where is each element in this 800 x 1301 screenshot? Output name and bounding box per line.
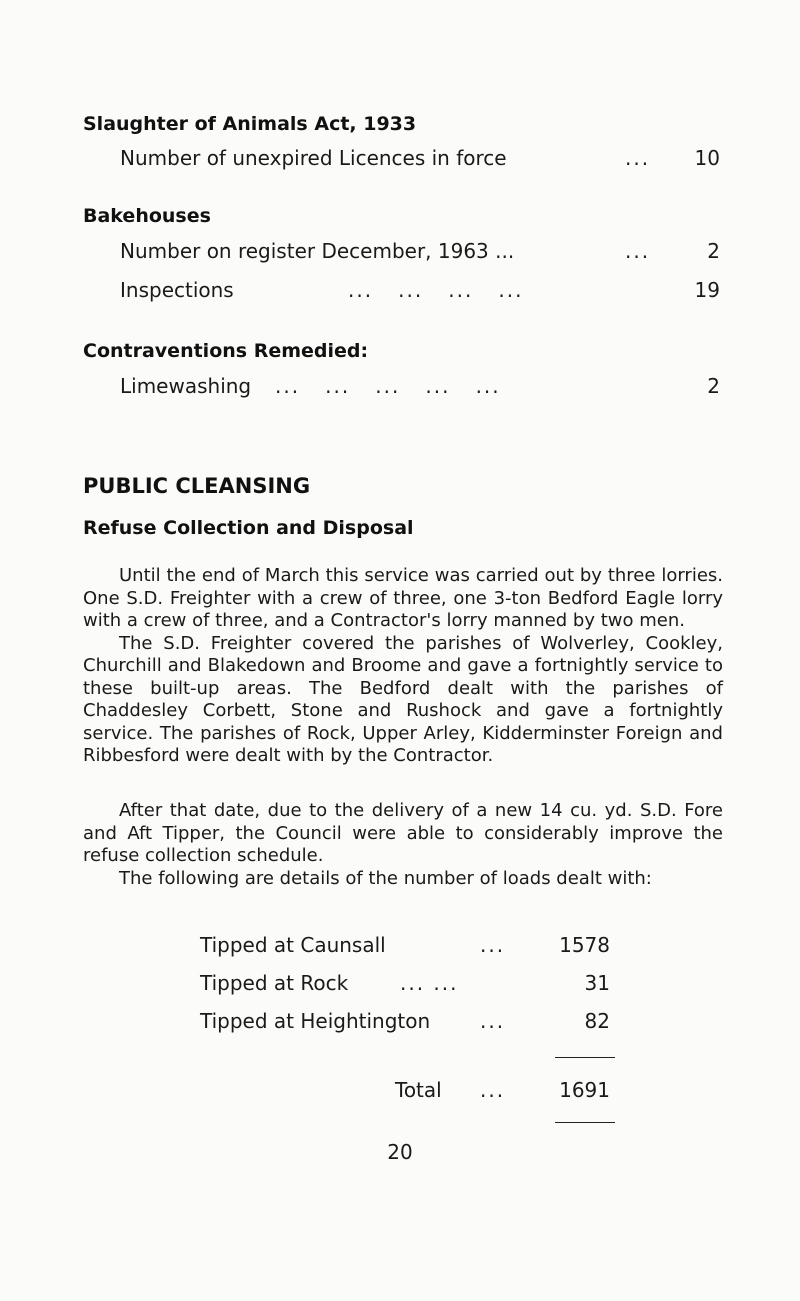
row-dots: ... <box>625 146 651 170</box>
total-rule-bottom <box>555 1122 615 1123</box>
loads-dots: ... ... <box>400 971 459 995</box>
public-cleansing-heading: PUBLIC CLEANSING <box>83 474 311 498</box>
refuse-subheading: Refuse Collection and Disposal <box>83 517 414 539</box>
loads-row <box>200 1006 610 1036</box>
loads-label: Tipped at Caunsall <box>200 933 386 957</box>
row-dots: ... ... ... ... <box>348 278 524 302</box>
row-label: Inspections <box>120 278 234 302</box>
paragraph: The following are details of the number of loads dealt with: <box>119 867 652 889</box>
loads-dots: ... <box>480 933 506 957</box>
row-dots: ... <box>625 239 651 263</box>
limewashing-row <box>120 371 720 401</box>
loads-dots: ... <box>480 1009 506 1033</box>
row-value: 10 <box>694 146 720 170</box>
register-row <box>120 236 720 266</box>
loads-row <box>200 968 610 998</box>
total-value: 1691 <box>559 1078 610 1102</box>
row-label: Number on register December, 1963 ... <box>120 239 515 263</box>
total-label: Total <box>395 1078 442 1102</box>
row-dots: ... ... ... ... ... <box>275 374 501 398</box>
total-dots: ... <box>480 1078 506 1102</box>
paragraph: Until the end of March this service was carried out by three lorries. One S.D. Freighter with a crew of three, one 3-ton Bedford Eagle lorry with a crew of three, and a Contractor's lorry manned by two men. <box>83 565 723 631</box>
bakehouses-heading: Bakehouses <box>83 205 211 227</box>
row-value: 2 <box>707 239 720 263</box>
page-number: 20 <box>387 1140 413 1164</box>
licences-row <box>120 143 720 173</box>
loads-value: 31 <box>584 971 610 995</box>
loads-label: Tipped at Heightington <box>200 1009 431 1033</box>
loads-row <box>200 930 610 960</box>
paragraph: The S.D. Freighter covered the parishes of Wolverley, Cookley, Churchill and Blakedown and Broome and gave a fortnightly service to these built-up areas. The Bedford dealt with the parishes of Chaddesley Corbett, Stone and Rushock and gave a fortnightly service. The parishes of Rock, Upper Arley, Kidderminster Foreign and Ribbesford were dealt with by the Contractor. <box>83 632 723 766</box>
paragraph-block-2 <box>83 800 723 890</box>
loads-value: 82 <box>584 1009 610 1033</box>
row-value: 19 <box>694 278 720 302</box>
loads-label: Tipped at Rock <box>200 971 349 995</box>
row-label: Number of unexpired Licences in force <box>120 146 507 170</box>
paragraph: After that date, due to the delivery of a new 14 cu. yd. S.D. Fore and Aft Tipper, the Council were able to considerably improve the refuse collection schedule. <box>83 800 723 866</box>
inspections-row <box>120 275 720 305</box>
row-label: Limewashing <box>120 374 252 398</box>
total-row <box>200 1075 610 1105</box>
row-value: 2 <box>707 374 720 398</box>
loads-value: 1578 <box>559 933 610 957</box>
contraventions-heading: Contraventions Remedied: <box>83 340 369 362</box>
paragraph-block-1 <box>83 565 723 768</box>
slaughter-heading: Slaughter of Animals Act, 1933 <box>83 113 417 135</box>
total-rule-top <box>555 1057 615 1058</box>
